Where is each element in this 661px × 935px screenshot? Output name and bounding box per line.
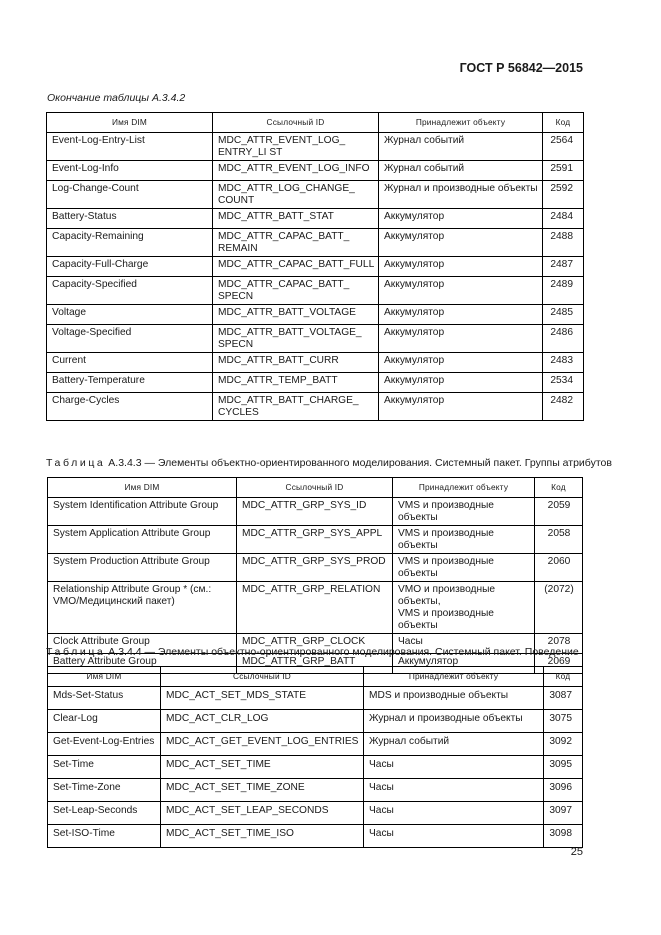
owner-object-cell: Журнал событий [379,161,543,181]
table-row [47,353,584,373]
owner-object-cell: Аккумулятор [379,393,543,421]
table-row [47,229,584,257]
table-header-row [48,667,583,687]
table-row [47,209,584,229]
table-row [48,825,583,848]
dim-name-cell: Current [47,353,213,373]
dim-name-cell: System Production Attribute Group [48,554,237,582]
owner-object-cell: Журнал и производные объекты [364,710,544,733]
code-cell: 2482 [543,393,584,421]
reference-id-cell: MDC_ATTR_CAPAC_BATT_ SPECN [213,277,379,305]
column-header: Принадлежит объекту [379,113,543,133]
table-row [48,582,583,634]
table-row [47,305,584,325]
reference-id-cell: MDC_ATTR_LOG_CHANGE_ COUNT [213,181,379,209]
owner-object-cell: VMS и производные объекты [393,526,535,554]
reference-id-cell: MDC_ATTR_GRP_SYS_ID [237,498,393,526]
column-header: Принадлежит объекту [393,478,535,498]
reference-id-cell: MDC_ATTR_GRP_SYS_APPL [237,526,393,554]
code-cell: 2058 [535,526,583,554]
dim-name-cell: Get-Event-Log-Entries [48,733,161,756]
reference-id-cell: MDC_ATTR_BATT_CHARGE_ CYCLES [213,393,379,421]
column-header: Ссылочный ID [213,113,379,133]
reference-id-cell: MDC_ATTR_BATT_VOLTAGE_ SPECN [213,325,379,353]
owner-object-cell: Журнал событий [364,733,544,756]
owner-object-cell: Часы [364,779,544,802]
dim-name-cell: Set-Time [48,756,161,779]
dim-name-cell: Relationship Attribute Group * (см.: VMO/Медицинский пакет) [48,582,237,634]
owner-object-cell: Аккумулятор [379,305,543,325]
code-cell: 3075 [544,710,583,733]
code-cell: 2069 [535,654,583,674]
owner-object-cell: Аккумулятор [379,209,543,229]
owner-object-cell: VMO и производные объекты, VMS и производные объекты [393,582,535,634]
table-row [48,710,583,733]
code-cell: 2486 [543,325,584,353]
dim-name-cell: Event-Log-Info [47,161,213,181]
dim-name-cell: Battery-Temperature [47,373,213,393]
reference-id-cell: MDC_ATTR_CAPAC_BATT_FULL [213,257,379,277]
dim-name-cell: Set-Time-Zone [48,779,161,802]
reference-id-cell: MDC_ATTR_BATT_STAT [213,209,379,229]
reference-id-cell: MDC_ATTR_GRP_CLOCK [237,634,393,654]
dim-name-cell: Mds-Set-Status [48,687,161,710]
page-number: 25 [570,846,583,858]
code-cell: (2072) [535,582,583,634]
caption-text: А.3.4.4 — Элементы объектно-ориентированного моделирования. Системный пакет. Поведение [105,646,579,658]
owner-object-cell: Аккумулятор [379,257,543,277]
table-a342-end [46,112,584,421]
code-cell: 3097 [544,802,583,825]
owner-object-cell: Аккумулятор [379,229,543,257]
table-row [48,554,583,582]
reference-id-cell: MDC_ATTR_BATT_CURR [213,353,379,373]
dim-name-cell: Event-Log-Entry-List [47,133,213,161]
column-header: Имя DIM [47,113,213,133]
reference-id-cell: MDC_ACT_SET_TIME_ISO [161,825,364,848]
table-a343 [47,477,583,674]
column-header: Код [544,667,583,687]
table-row [47,257,584,277]
owner-object-cell: MDS и производные объекты [364,687,544,710]
reference-id-cell: MDC_ACT_SET_MDS_STATE [161,687,364,710]
column-header: Имя DIM [48,478,237,498]
owner-object-cell: Журнал событий [379,133,543,161]
dim-name-cell: Voltage-Specified [47,325,213,353]
code-cell: 2060 [535,554,583,582]
code-cell: 3095 [544,756,583,779]
owner-object-cell: Журнал и производные объекты [379,181,543,209]
dim-name-cell: System Identification Attribute Group [48,498,237,526]
dim-name-cell: Capacity-Specified [47,277,213,305]
column-header: Ссылочный ID [237,478,393,498]
table-row [47,325,584,353]
table-row [47,133,584,161]
dim-name-cell: Battery Attribute Group [48,654,237,674]
code-cell: 2488 [543,229,584,257]
reference-id-cell: MDC_ATTR_CAPAC_BATT_ REMAIN [213,229,379,257]
caption-text: А.3.4.3 — Элементы объектно-ориентированного моделирования. Системный пакет. Группы атрибутов [105,457,612,469]
code-cell: 2078 [535,634,583,654]
owner-object-cell: Часы [364,756,544,779]
table-row [48,733,583,756]
table2-caption [46,457,612,469]
owner-object-cell: Аккумулятор [393,654,535,674]
owner-object-cell: Аккумулятор [379,325,543,353]
code-cell: 2484 [543,209,584,229]
dim-name-cell: Set-ISO-Time [48,825,161,848]
table-header-row [47,113,584,133]
reference-id-cell: MDC_ATTR_GRP_BATT [237,654,393,674]
owner-object-cell: VMS и производные объекты [393,554,535,582]
reference-id-cell: MDC_ATTR_EVENT_LOG_INFO [213,161,379,181]
dim-name-cell: Charge-Cycles [47,393,213,421]
owner-object-cell: Часы [364,802,544,825]
owner-object-cell: Аккумулятор [379,373,543,393]
column-header: Принадлежит объекту [364,667,544,687]
dim-name-cell: Clear-Log [48,710,161,733]
table-row [47,393,584,421]
dim-name-cell: Voltage [47,305,213,325]
code-cell: 3092 [544,733,583,756]
code-cell: 2564 [543,133,584,161]
code-cell: 2534 [543,373,584,393]
table-row [48,498,583,526]
code-cell: 2483 [543,353,584,373]
reference-id-cell: MDC_ATTR_TEMP_BATT [213,373,379,393]
column-header: Код [543,113,584,133]
dim-name-cell: Capacity-Remaining [47,229,213,257]
code-cell: 3098 [544,825,583,848]
table-row [47,277,584,305]
owner-object-cell: Аккумулятор [379,277,543,305]
reference-id-cell: MDC_ACT_GET_EVENT_LOG_ENTRIES [161,733,364,756]
owner-object-cell: VMS и производные объекты [393,498,535,526]
column-header: Ссылочный ID [161,667,364,687]
code-cell: 2489 [543,277,584,305]
dim-name-cell: Battery-Status [47,209,213,229]
reference-id-cell: MDC_ATTR_GRP_SYS_PROD [237,554,393,582]
dim-name-cell: Clock Attribute Group [48,634,237,654]
code-cell: 2485 [543,305,584,325]
reference-id-cell: MDC_ACT_CLR_LOG [161,710,364,733]
table-row [48,687,583,710]
table-row [48,802,583,825]
table-row [47,373,584,393]
reference-id-cell: MDC_ACT_SET_TIME_ZONE [161,779,364,802]
column-header: Код [535,478,583,498]
document-code: ГОСТ Р 56842—2015 [459,61,583,75]
code-cell: 2059 [535,498,583,526]
column-header: Имя DIM [48,667,161,687]
caption-prefix: Таблица [46,646,106,658]
table-row [47,181,584,209]
table1-caption: Окончание таблицы А.3.4.2 [47,92,186,104]
table-row [47,161,584,181]
reference-id-cell: MDC_ATTR_EVENT_LOG_ ENTRY_LI ST [213,133,379,161]
reference-id-cell: MDC_ACT_SET_TIME [161,756,364,779]
code-cell: 3096 [544,779,583,802]
owner-object-cell: Аккумулятор [379,353,543,373]
reference-id-cell: MDC_ATTR_GRP_RELATION [237,582,393,634]
table-row [48,756,583,779]
code-cell: 3087 [544,687,583,710]
table3-caption [46,646,579,658]
reference-id-cell: MDC_ATTR_BATT_VOLTAGE [213,305,379,325]
reference-id-cell: MDC_ACT_SET_LEAP_SECONDS [161,802,364,825]
code-cell: 2592 [543,181,584,209]
dim-name-cell: System Application Attribute Group [48,526,237,554]
table-row [48,779,583,802]
table-row [48,526,583,554]
table-header-row [48,478,583,498]
table-a344 [47,666,583,848]
owner-object-cell: Часы [364,825,544,848]
code-cell: 2487 [543,257,584,277]
dim-name-cell: Capacity-Full-Charge [47,257,213,277]
dim-name-cell: Log-Change-Count [47,181,213,209]
caption-prefix: Таблица [46,457,106,469]
owner-object-cell: Часы [393,634,535,654]
code-cell: 2591 [543,161,584,181]
dim-name-cell: Set-Leap-Seconds [48,802,161,825]
